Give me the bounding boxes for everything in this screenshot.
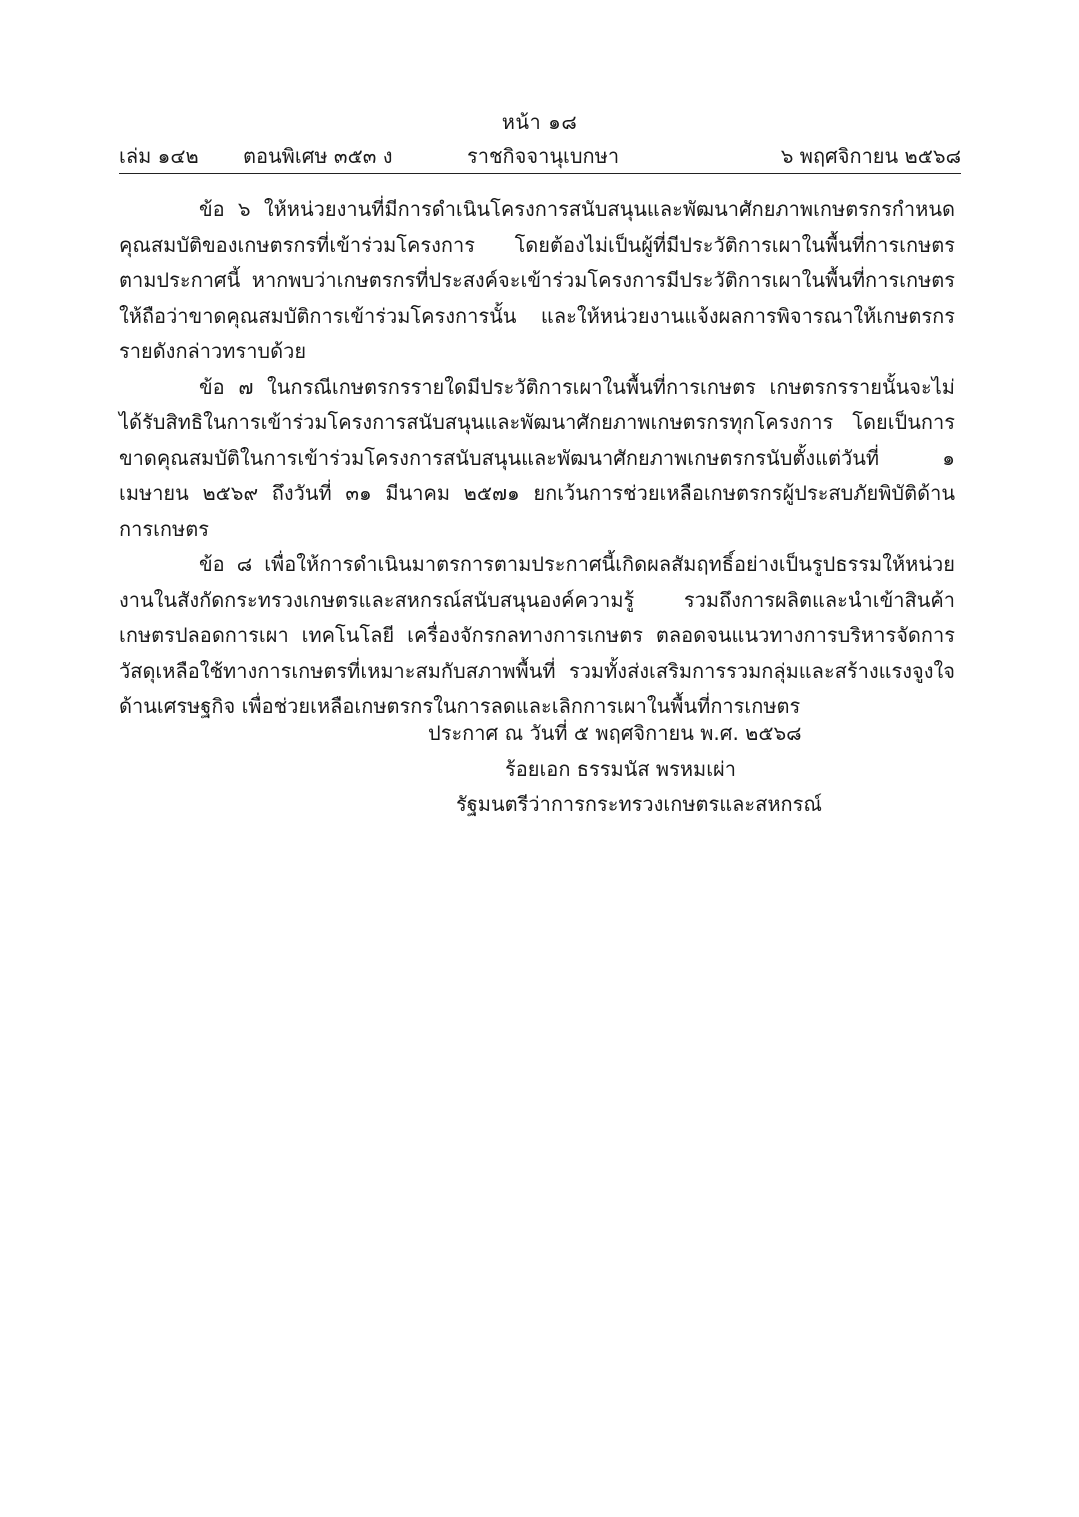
gazette-name: ราชกิจจานุเบกษา: [467, 144, 620, 168]
clause-6: ข้อ ๖ ให้หน่วยงานที่มีการดำเนินโครงการสนับสนุนและพัฒนาศักยภาพเกษตรกรกำหนดคุณสมบัติของเกษตรกรที่เข้าร่วมโครงการ โดยต้องไม่เป็นผู้ที่มีประวัติการเผาในพื้นที่การเกษตรตามประกาศนี้ หากพบว่าเกษตรกรที่ประสงค์จะเข้าร่วมโครงการมีประวัติการเผาในพื้นที่การเกษตรให้ถือว่าขาดคุณสมบัติการเข้าร่วมโครงการนั้น และให้หน่วยงานแจ้งผลการพิจารณาให้เกษตรกรรายดังกล่าวทราบด้วย: [119, 197, 955, 363]
page-number: หน้า ๑๘: [501, 110, 578, 134]
clause-8: ข้อ ๘ เพื่อให้การดำเนินมาตรการตามประกาศนี้เกิดผลสัมฤทธิ์อย่างเป็นรูปธรรมให้หน่วยงานในสังกัดกระทรวงเกษตรและสหกรณ์สนับสนุนองค์ความรู้ รวมถึงการผลิตและนำเข้าสินค้าเกษตรปลอดการเผา เทคโนโลยี เครื่องจักรกลทางการเกษตร ตลอดจนแนวทางการบริหารจัดการวัสดุเหลือใช้ทางการเกษตรที่เหมาะสมกับสภาพพื้นที่ รวมทั้งส่งเสริมการรวมกลุ่มและสร้างแรงจูงใจด้านเศรษฐกิจ เพื่อช่วยเหลือเกษตรกรในการลดและเลิกการเผาในพื้นที่การเกษตร: [119, 552, 955, 718]
publication-date: ๖ พฤศจิกายน ๒๕๖๘: [780, 144, 961, 168]
signatory-name: ร้อยเอก ธรรมนัส พรหมเผ่า: [505, 756, 736, 781]
signature-block: [380, 716, 880, 823]
document-body: [119, 192, 955, 725]
signatory-title: รัฐมนตรีว่าการกระทรวงเกษตรและสหกรณ์: [456, 792, 822, 816]
volume-number: เล่ม ๑๔๒: [119, 144, 199, 168]
announcement-date: ประกาศ ณ วันที่ ๕ พฤศจิกายน พ.ศ. ๒๕๖๘: [428, 721, 802, 745]
section-number: ตอนพิเศษ ๓๕๓ ง: [243, 144, 393, 168]
clause-7: ข้อ ๗ ในกรณีเกษตรกรรายใดมีประวัติการเผาในพื้นที่การเกษตร เกษตรกรรายนั้นจะไม่ได้รับสิทธิในการเข้าร่วมโครงการสนับสนุนและพัฒนาศักยภาพเกษตรกรทุกโครงการ โดยเป็นการขาดคุณสมบัติในการเข้าร่วมโครงการสนับสนุนและพัฒนาศักยภาพเกษตรกรนับตั้งแต่วันที่ ๑ เมษายน ๒๕๖๙ ถึงวันที่ ๓๑ มีนาคม ๒๕๗๑ ยกเว้นการช่วยเหลือเกษตรกรผู้ประสบภัยพิบัติด้านการเกษตร: [119, 374, 955, 541]
gazette-header: [119, 140, 961, 174]
header-divider: [119, 173, 961, 174]
